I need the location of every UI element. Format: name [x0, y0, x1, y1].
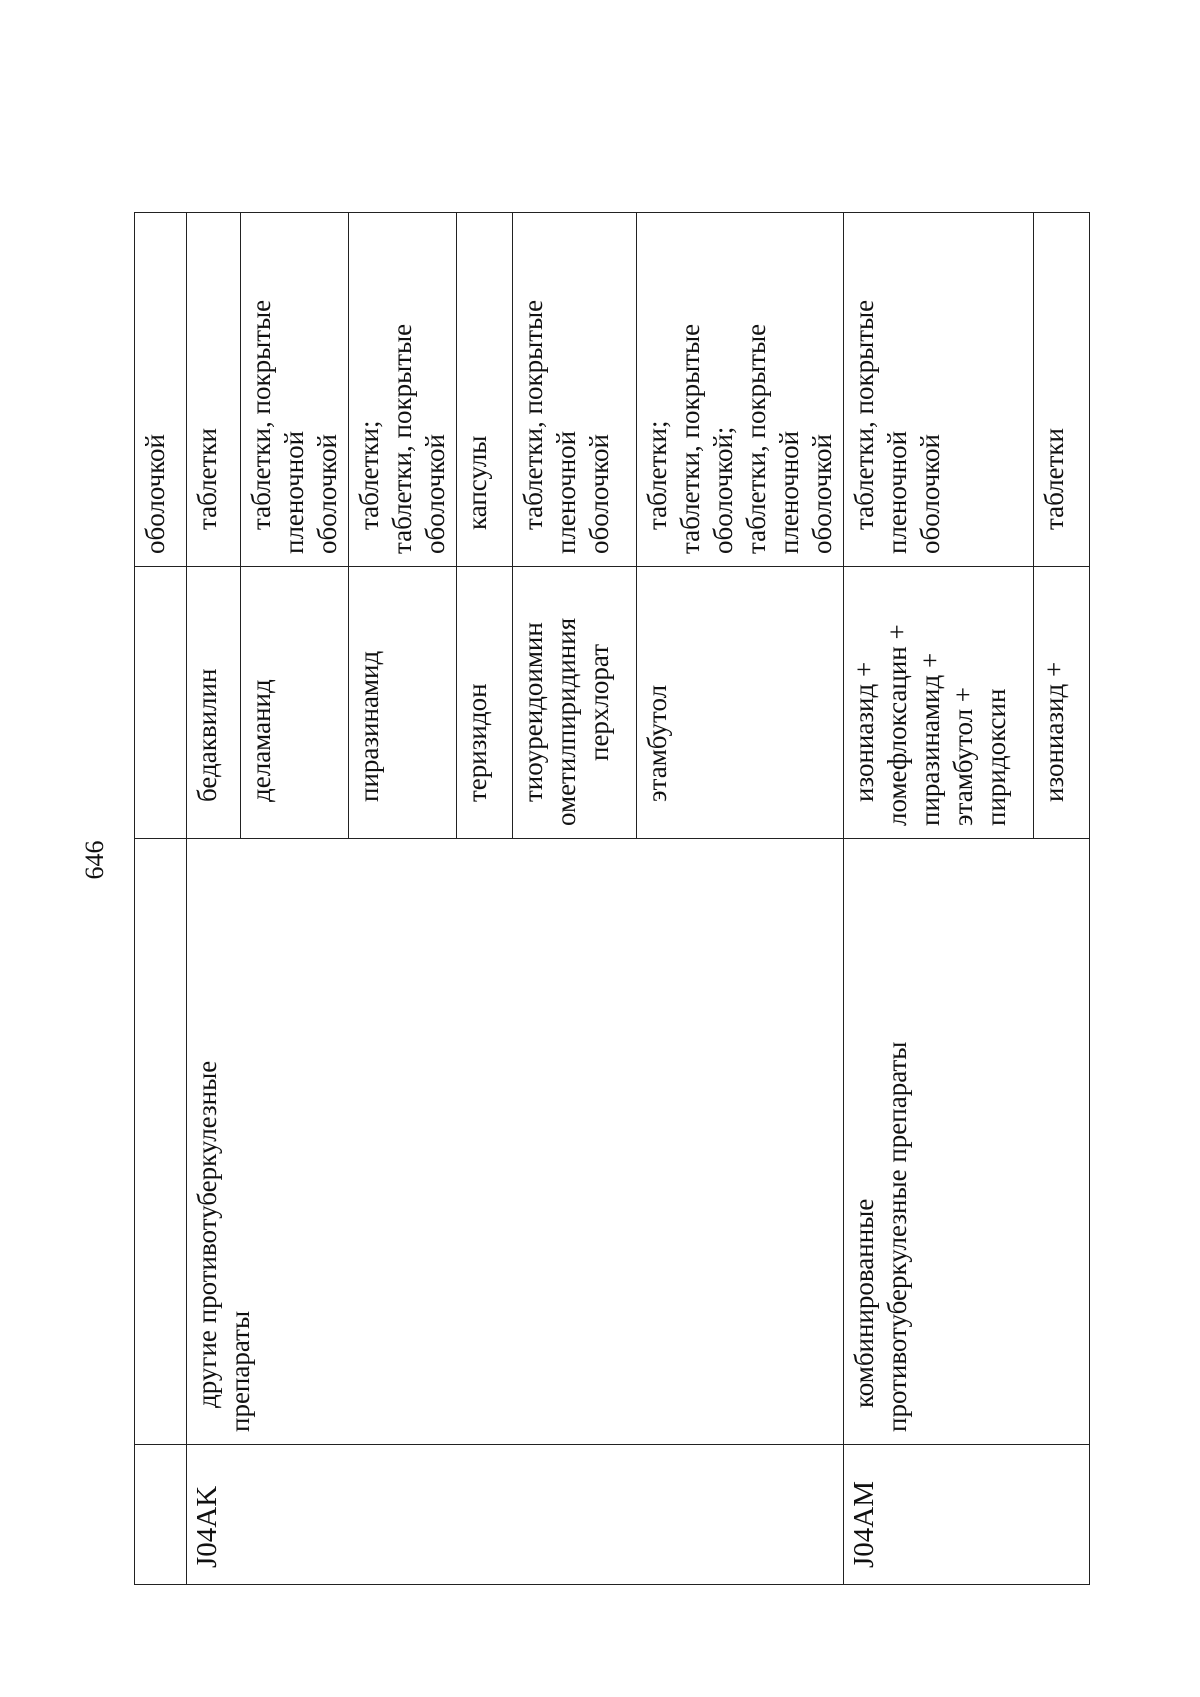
group-cell: [844, 839, 1090, 1445]
table-row: [135, 213, 187, 1585]
drug-line: пиридоксин: [981, 688, 1011, 826]
drug-cell: [187, 567, 241, 839]
form-line: таблетки;: [354, 420, 384, 530]
drug-line: пиразинамид: [354, 650, 384, 802]
drug-line: ломефлоксацин +: [882, 624, 912, 826]
form-cell: [135, 213, 187, 567]
drug-cell: [1034, 567, 1090, 839]
form-line: таблетки: [192, 427, 222, 530]
form-cell: [844, 213, 1034, 567]
form-line: таблетки, покрытые оболочкой;: [675, 323, 738, 554]
form-line: оболочкой: [140, 434, 170, 554]
form-line: таблетки, покрытые пленочной: [518, 299, 581, 554]
form-line: оболочкой: [584, 434, 614, 554]
form-line: таблетки: [1039, 427, 1069, 530]
form-cell: [187, 213, 241, 567]
form-line: оболочкой: [312, 434, 342, 554]
group-cell: [187, 839, 844, 1445]
drug-line: деламанид: [246, 679, 276, 802]
drug-line: изониазид +: [1039, 661, 1069, 802]
form-line: оболочкой: [807, 434, 837, 554]
drug-cell: [135, 567, 187, 839]
drug-line: изониазид +: [849, 661, 879, 802]
drug-line: теризидон: [462, 683, 492, 802]
group-line: противотуберкулезные препараты: [882, 1041, 912, 1432]
table-row: [187, 213, 241, 1585]
drug-line: пиразинамид +: [915, 652, 945, 826]
atc-code-cell: J04AM: [844, 1445, 1090, 1585]
drug-cell: [637, 567, 844, 839]
atc-code-cell: J04AK: [187, 1445, 844, 1585]
drug-cell: [241, 567, 349, 839]
form-line: таблетки, покрытые оболочкой: [387, 323, 450, 554]
table-row: [844, 213, 1034, 1585]
form-line: таблетки;: [642, 420, 672, 530]
drug-line: этамбутол: [642, 684, 672, 802]
group-line: препараты: [225, 1310, 255, 1432]
drug-line: ометилпиридиния: [551, 617, 581, 826]
group-cell: [135, 839, 187, 1445]
form-cell: [457, 213, 513, 567]
drug-line: этамбутол +: [948, 686, 978, 826]
drug-cell: [844, 567, 1034, 839]
drug-cell: [513, 567, 637, 839]
form-cell: [513, 213, 637, 567]
group-line: другие противотуберкулезные: [192, 1060, 222, 1408]
form-line: таблетки, покрытые пленочной: [741, 323, 804, 554]
form-line: капсулы: [462, 435, 492, 530]
form-cell: [637, 213, 844, 567]
form-cell: [349, 213, 457, 567]
drug-line: тиоуреидоимин: [518, 622, 548, 802]
form-line: таблетки, покрытые пленочной: [246, 299, 309, 554]
form-cell: [1034, 213, 1090, 567]
drug-cell: [349, 567, 457, 839]
drug-table-page: [134, 213, 1080, 1585]
form-cell: [241, 213, 349, 567]
form-line: таблетки, покрытые пленочной: [849, 299, 912, 554]
drug-line: бедаквилин: [192, 668, 222, 802]
page-number: 646: [80, 840, 109, 880]
group-line: комбинированные: [849, 1198, 879, 1408]
code-cell: [135, 1445, 187, 1585]
drug-line: перхлорат: [584, 644, 614, 761]
form-line: оболочкой: [915, 434, 945, 554]
drug-cell: [457, 567, 513, 839]
drug-table: [134, 212, 1090, 1585]
